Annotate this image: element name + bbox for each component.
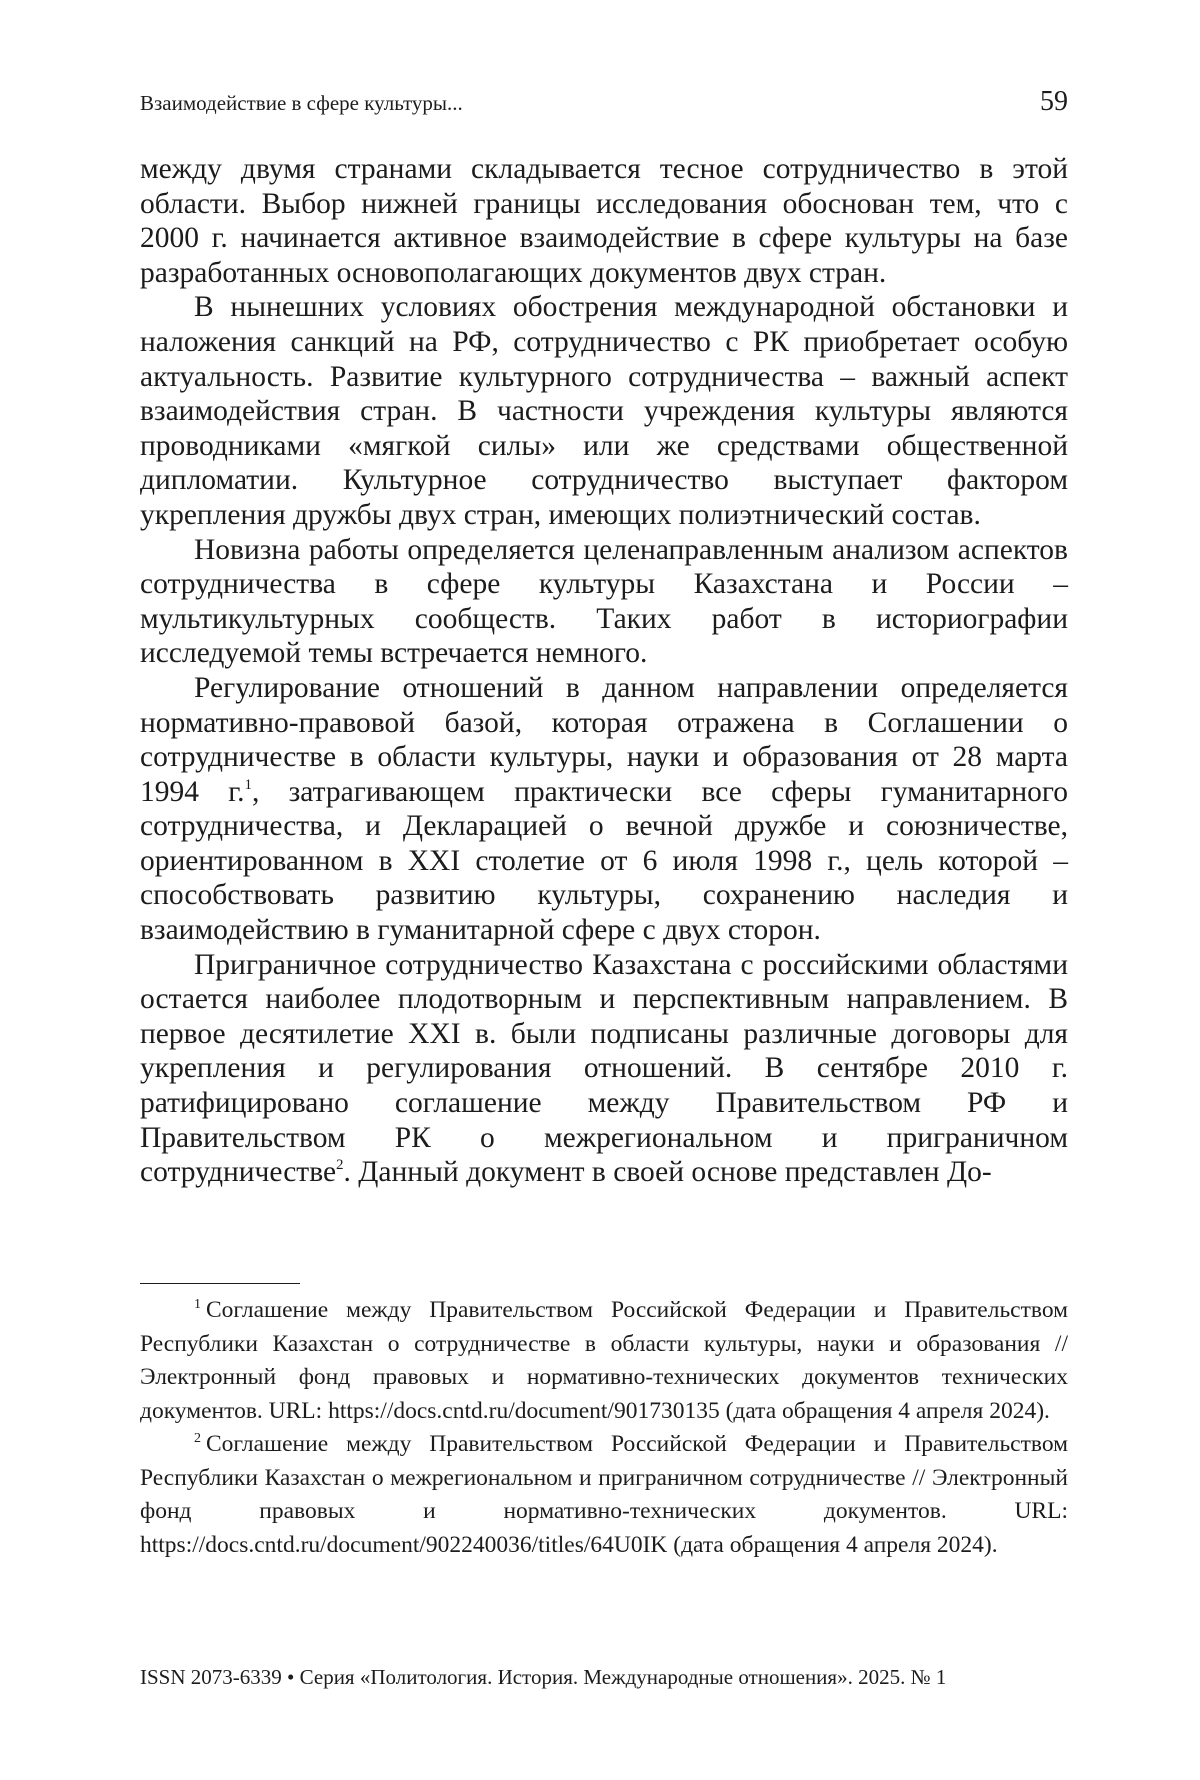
footnote-separator: [140, 1283, 300, 1284]
footnote-mark: 1: [194, 1297, 201, 1312]
article-body: [140, 152, 1068, 1190]
footnote-reference-1[interactable]: 1: [244, 777, 252, 793]
footnotes: [140, 1294, 1068, 1562]
paragraph-novelty: Новизна работы определяется целенаправленным анализом аспектов сотрудничества в сфере культуры Казахстана и России – мультикультурных сообществ. Таких работ в историографии исследуемой темы встречается немного.: [140, 533, 1068, 671]
footnote-2: [140, 1428, 1068, 1562]
paragraph-text: , затрагивающем практически все сферы гуманитарного сотрудничества, и Декларацией о вечной дружбе и союзничестве, ориентированном в XXI столетие от 6 июля 1998 г., цель которой – способствовать развитию культуры, сохранению наследия и взаимодействию в гуманитарной сфере с двух сторон.: [140, 776, 1068, 946]
page-number: 59: [1040, 86, 1068, 118]
paragraph-regulation: [140, 671, 1068, 948]
paragraph-border-cooperation: [140, 948, 1068, 1190]
paragraph-relevance: В нынешних условиях обострения международной обстановки и наложения санкций на РФ, сотрудничество с РК приобретает особую актуальность. Развитие культурного сотрудничества – важный аспект взаимодействия стран. В частности учреждения культуры являются проводниками «мягкой силы» или же средствами общественной дипломатии. Культурное сотрудничество выступает фактором укрепления дружбы двух стран, имеющих полиэтнический состав.: [140, 290, 1068, 532]
paragraph-text: . Данный документ в своей основе представлен До-: [344, 1156, 992, 1188]
journal-footer: ISSN 2073-6339 • Серия «Политология. История. Международные отношения». 2025. № 1: [140, 1665, 1068, 1690]
running-title: Взаимодействие в сфере культуры...: [140, 91, 463, 116]
footnote-reference-2[interactable]: 2: [336, 1157, 344, 1173]
paragraph-continuation: между двумя странами складывается тесное сотрудничество в этой области. Выбор нижней границы исследования обоснован тем, что с 2000 г. начинается активное взаимодействие в сфере культуры на базе разработанных основополагающих документов двух стран.: [140, 152, 1068, 290]
footnote-mark: 2: [194, 1431, 201, 1446]
running-head: [140, 86, 1068, 118]
footnote-text: Соглашение между Правительством Российской Федерации и Правительством Республики Казахстан о межрегиональном и приграничном сотрудничестве // Электронный фонд правовых и нормативно-технических документов. URL: https://docs.cntd.ru/document/902240036/titles/64U0IK (дата обращения 4 апреля 2024).: [140, 1431, 1068, 1558]
paragraph-text: Приграничное сотрудничество Казахстана с российскими областями остается наиболее плодотворным и перспективным направлением. В первое десятилетие XXI в. были подписаны различные договоры для укрепления и регулирования отношений. В сентябре 2010 г. ратифицировано соглашение между Правительством РФ и Правительством РК о межрегиональном и приграничном сотрудничестве: [140, 949, 1068, 1189]
paragraph-text: Регулирование отношений в данном направлении определяется нормативно-правовой базой, которая отражена в Соглашении о сотрудничестве в области культуры, науки и образования от 28 марта 1994 г.: [140, 672, 1068, 808]
footnote-text: Соглашение между Правительством Российской Федерации и Правительством Республики Казахстан о сотрудничестве в области культуры, науки и образования // Электронный фонд правовых и нормативно-технических документов технических документов. URL: https://docs.cntd.ru/document/901730135 (дата обращения 4 апреля 2024).: [140, 1297, 1068, 1424]
journal-page: [0, 0, 1200, 1780]
footnote-1: [140, 1294, 1068, 1428]
